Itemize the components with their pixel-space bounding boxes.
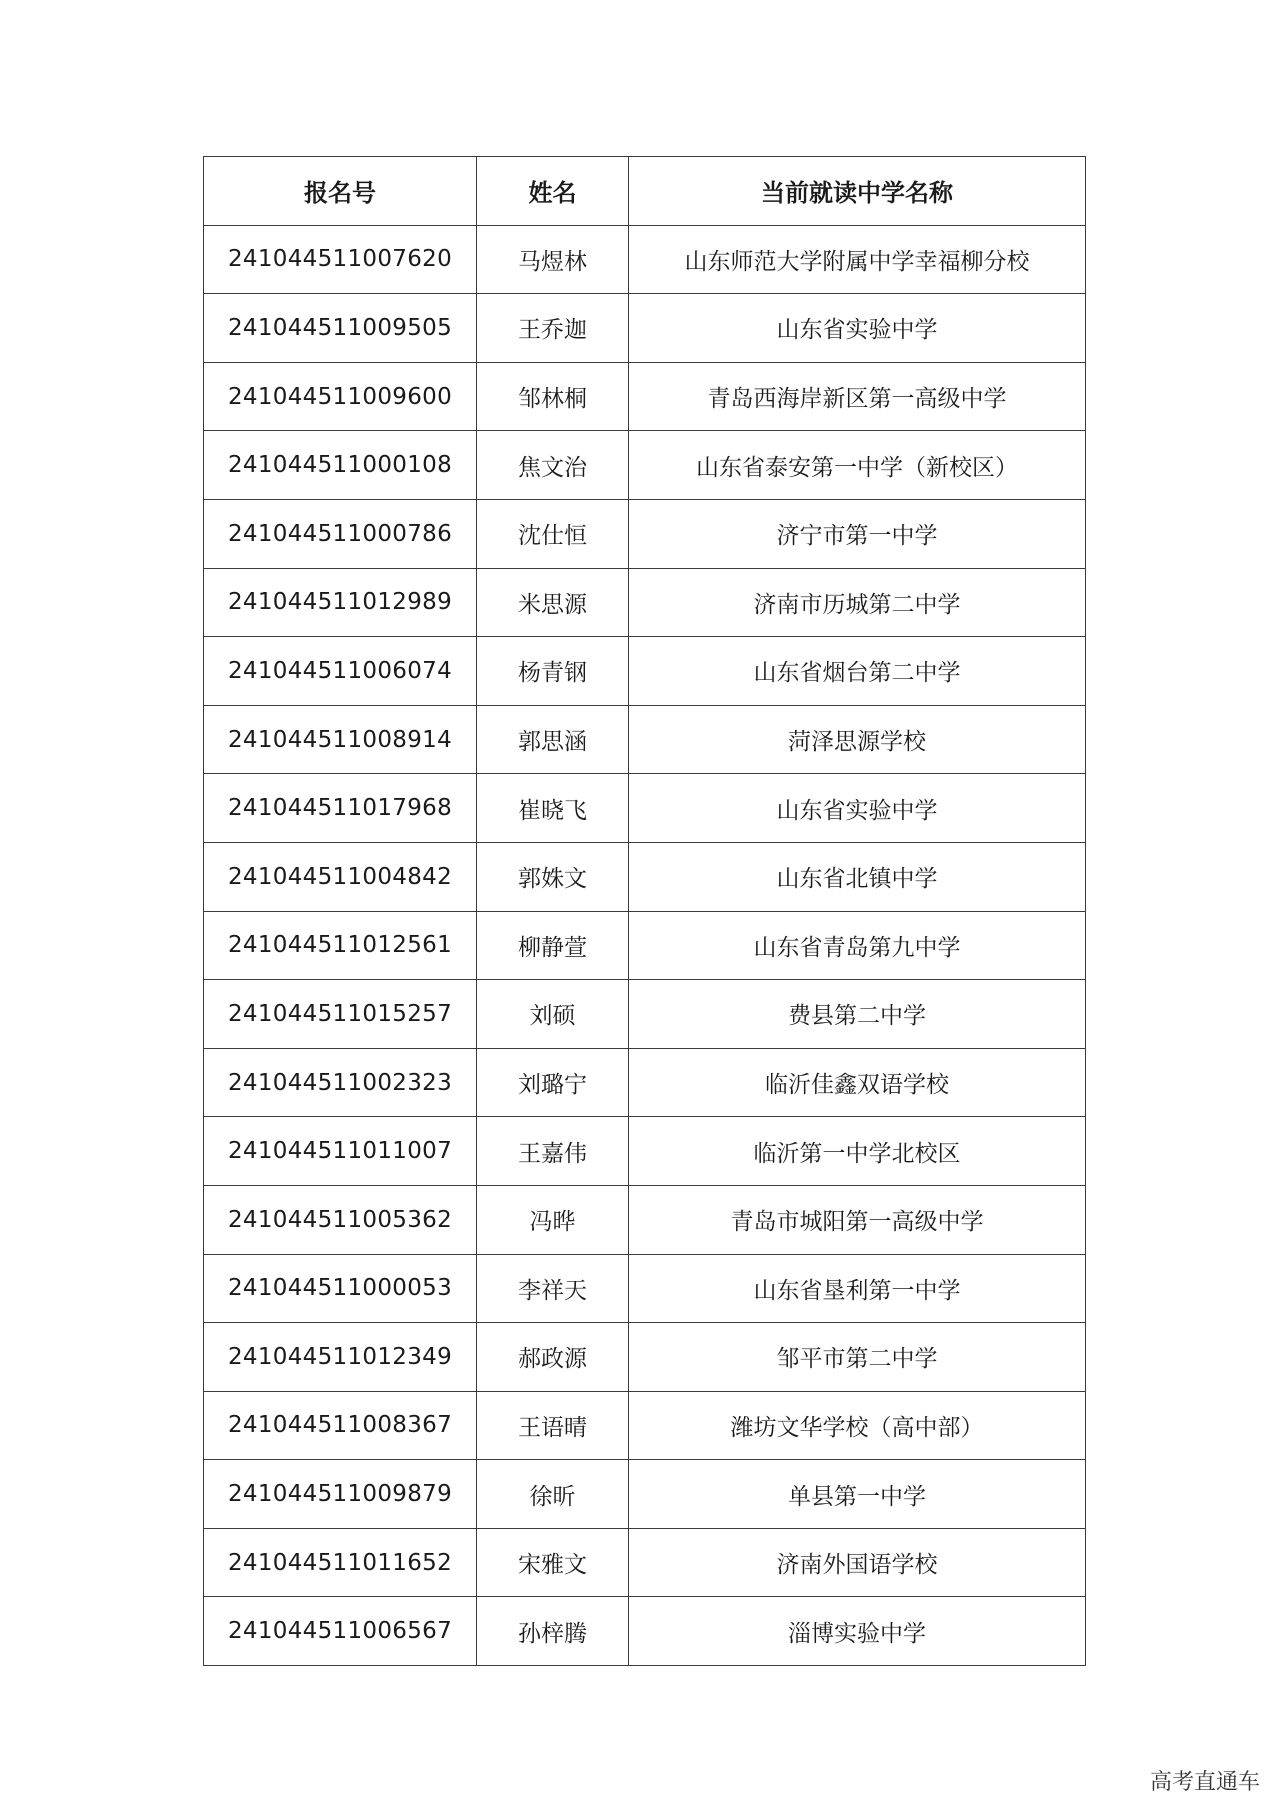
student-name-cell: 刘璐宁	[477, 1048, 629, 1117]
table-row	[204, 774, 1086, 843]
registration-number-cell: 241044511011007	[204, 1117, 477, 1186]
table-row	[204, 294, 1086, 363]
school-name-cell: 济南市历城第二中学	[629, 568, 1086, 637]
registration-number-cell: 241044511000053	[204, 1254, 477, 1323]
student-name-cell: 李祥天	[477, 1254, 629, 1323]
registration-number-cell: 241044511012561	[204, 911, 477, 980]
student-name-cell: 宋雅文	[477, 1528, 629, 1597]
table-row	[204, 1528, 1086, 1597]
school-name-cell: 费县第二中学	[629, 980, 1086, 1049]
school-name-cell: 菏泽思源学校	[629, 705, 1086, 774]
student-name-cell: 徐昕	[477, 1460, 629, 1529]
school-name-cell: 青岛西海岸新区第一高级中学	[629, 362, 1086, 431]
school-name-cell: 山东省垦利第一中学	[629, 1254, 1086, 1323]
registration-number-cell: 241044511000786	[204, 499, 477, 568]
table-row	[204, 911, 1086, 980]
student-name-cell: 米思源	[477, 568, 629, 637]
student-name-cell: 孙梓腾	[477, 1597, 629, 1666]
table-row	[204, 1254, 1086, 1323]
table-row	[204, 980, 1086, 1049]
registration-number-cell: 241044511011652	[204, 1528, 477, 1597]
table-header-row	[204, 157, 1086, 226]
school-name-cell: 临沂佳鑫双语学校	[629, 1048, 1086, 1117]
registration-number-cell: 241044511012989	[204, 568, 477, 637]
table-row	[204, 842, 1086, 911]
student-name-cell: 马煜林	[477, 225, 629, 294]
school-name-cell: 临沂第一中学北校区	[629, 1117, 1086, 1186]
school-name-cell: 单县第一中学	[629, 1460, 1086, 1529]
admission-roster-table	[203, 156, 1086, 1666]
school-name-cell: 山东省泰安第一中学（新校区）	[629, 431, 1086, 500]
registration-number-cell: 241044511002323	[204, 1048, 477, 1117]
table-row	[204, 225, 1086, 294]
school-name-cell: 邹平市第二中学	[629, 1323, 1086, 1392]
registration-number-cell: 241044511005362	[204, 1185, 477, 1254]
student-name-cell: 刘硕	[477, 980, 629, 1049]
table-row	[204, 1048, 1086, 1117]
table-row	[204, 431, 1086, 500]
student-name-cell: 王语晴	[477, 1391, 629, 1460]
student-name-cell: 邹林桐	[477, 362, 629, 431]
registration-number-cell: 241044511012349	[204, 1323, 477, 1392]
student-name-cell: 崔晓飞	[477, 774, 629, 843]
student-name-cell: 柳静萱	[477, 911, 629, 980]
registration-number-cell: 241044511009505	[204, 294, 477, 363]
student-name-cell: 王嘉伟	[477, 1117, 629, 1186]
table-row	[204, 1117, 1086, 1186]
table-body	[204, 225, 1086, 1665]
table-row	[204, 362, 1086, 431]
student-name-cell: 郝政源	[477, 1323, 629, 1392]
registration-number-cell: 241044511007620	[204, 225, 477, 294]
school-name-cell: 山东省烟台第二中学	[629, 637, 1086, 706]
school-name-cell: 山东省北镇中学	[629, 842, 1086, 911]
table-row	[204, 637, 1086, 706]
watermark-text: 高考直通车	[1149, 1770, 1260, 1795]
school-name-cell: 青岛市城阳第一高级中学	[629, 1185, 1086, 1254]
table-row	[204, 1391, 1086, 1460]
table-row	[204, 499, 1086, 568]
school-name-cell: 淄博实验中学	[629, 1597, 1086, 1666]
registration-number-cell: 241044511009600	[204, 362, 477, 431]
student-name-cell: 沈仕恒	[477, 499, 629, 568]
header-registration-number: 报名号	[204, 157, 477, 226]
school-name-cell: 济宁市第一中学	[629, 499, 1086, 568]
header-name: 姓名	[477, 157, 629, 226]
registration-number-cell: 241044511000108	[204, 431, 477, 500]
table-row	[204, 1185, 1086, 1254]
school-name-cell: 济南外国语学校	[629, 1528, 1086, 1597]
registration-number-cell: 241044511004842	[204, 842, 477, 911]
registration-number-cell: 241044511006567	[204, 1597, 477, 1666]
registration-number-cell: 241044511015257	[204, 980, 477, 1049]
table-row	[204, 705, 1086, 774]
school-name-cell: 山东省青岛第九中学	[629, 911, 1086, 980]
registration-number-cell: 241044511008914	[204, 705, 477, 774]
student-name-cell: 杨青钢	[477, 637, 629, 706]
table-row	[204, 1597, 1086, 1666]
student-name-cell: 王乔迦	[477, 294, 629, 363]
registration-number-cell: 241044511009879	[204, 1460, 477, 1529]
table-row	[204, 1323, 1086, 1392]
school-name-cell: 山东省实验中学	[629, 774, 1086, 843]
header-school-name: 当前就读中学名称	[629, 157, 1086, 226]
student-name-cell: 冯晔	[477, 1185, 629, 1254]
student-name-cell: 郭姝文	[477, 842, 629, 911]
school-name-cell: 潍坊文华学校（高中部）	[629, 1391, 1086, 1460]
student-name-cell: 郭思涵	[477, 705, 629, 774]
student-name-cell: 焦文治	[477, 431, 629, 500]
registration-number-cell: 241044511017968	[204, 774, 477, 843]
table-row	[204, 568, 1086, 637]
registration-number-cell: 241044511008367	[204, 1391, 477, 1460]
table-row	[204, 1460, 1086, 1529]
school-name-cell: 山东省实验中学	[629, 294, 1086, 363]
registration-number-cell: 241044511006074	[204, 637, 477, 706]
school-name-cell: 山东师范大学附属中学幸福柳分校	[629, 225, 1086, 294]
